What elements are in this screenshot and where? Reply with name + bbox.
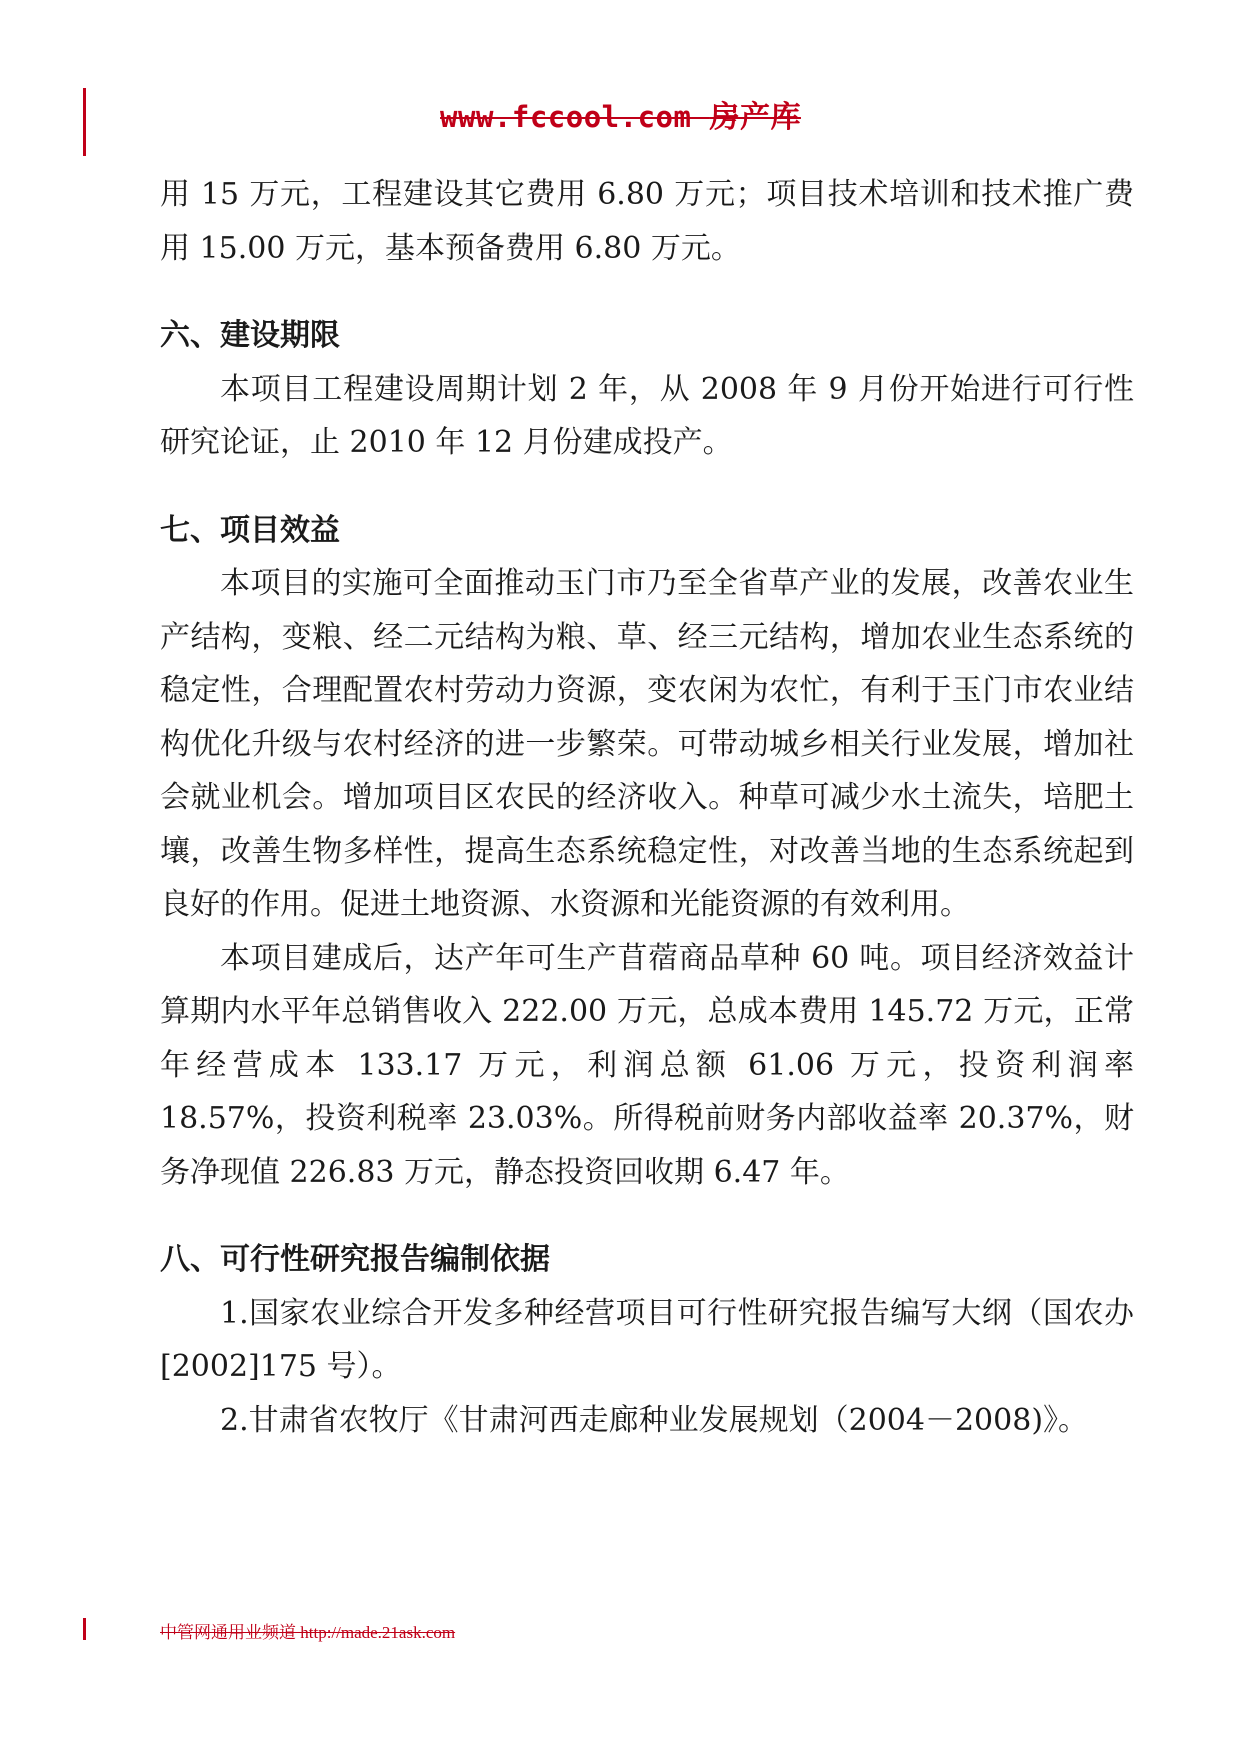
section-heading-report-basis: 八、可行性研究报告编制依据 [160,1242,550,1277]
list-item-basis-2: 2.甘肃省农牧厅《甘肃河西走廊种业发展规划（2004－2008)》。 [220,1402,1089,1438]
margin-bar-bottom [83,1618,86,1640]
page-footer-link[interactable]: 中管网通用业频道 http://made.21ask.com [160,1623,456,1642]
paragraph-benefits-overview: 本项目的实施可全面推动玉门市乃至全省草产业的发展，改善农业生产结构，变粮、经二元结构为粮、草、经三元结构，增加农业生态系统的稳定性，合理配置农村劳动力资源，变农闲为农忙，有利于玉门市农业结构优化升级与农村经济的进一步繁荣。可带动城乡相关行业发展，增加社会就业机会。增加项目区农民的经济收入。种草可减少水土流失，培肥土壤，改善生物多样性，提高生态系统稳定性，对改善当地的生态系统起到良好的作用。促进土地资源、水资源和光能资源的有效利用。 [160,566,1134,922]
section-heading-project-benefits: 七、项目效益 [160,512,340,548]
paragraph-economic-benefits: 本项目建成后，达产年可生产苜蓿商品草种 60 吨。项目经济效益计算期内水平年总销售收入 222.00 万元，总成本费用 145.72 万元，正常年经营成本 133.17 万元，利润总额 61.06 万元，投资利润率 18.57%，投资利税率 23.03%。所得税前财务内部收益率 20.37%，财务净现值 226.83 万元，静态投资回收期 6.47 年。 [160,940,1134,1190]
paragraph-construction-period: 本项目工程建设周期计划 2 年，从 2008 年 9 月份开始进行可行性研究论证，止 2010 年 12 月份建成投产。 [160,371,1134,460]
paragraph-cost-continuation: 用 15 万元，工程建设其它费用 6.80 万元；项目技术培训和技术推广费用 15.00 万元，基本预备费用 6.80 万元。 [160,177,1134,266]
list-item-basis-1: 1.国家农业综合开发多种经营项目可行性研究报告编写大纲（国农办[2002]175 号）。 [160,1295,1134,1384]
header-url: www.fccool.com [440,100,692,134]
header-site-name: 房产库 [709,100,801,135]
section-heading-construction-period: 六、建设期限 [160,318,340,353]
document-body [160,168,1134,1447]
page-header [0,92,1241,136]
